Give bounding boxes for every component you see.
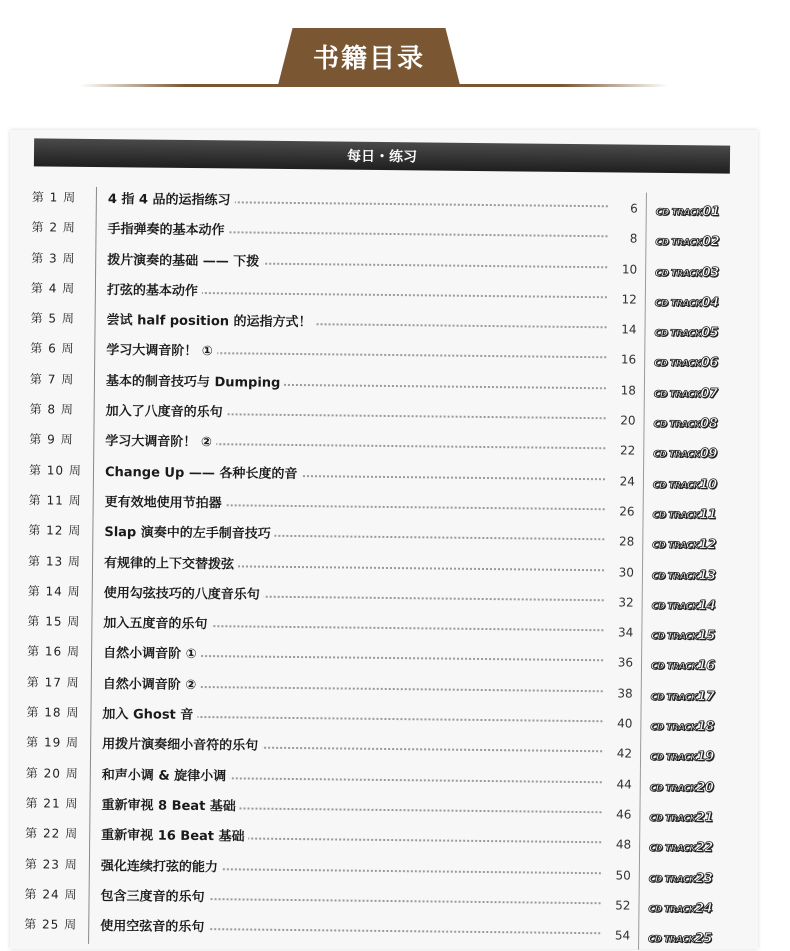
page-number: 14 bbox=[608, 322, 636, 336]
page-number: 34 bbox=[605, 625, 633, 639]
cd-track-label: CD TRACK bbox=[650, 692, 698, 703]
cd-track-label: CD TRACK bbox=[655, 207, 703, 219]
lesson-title[interactable]: 用拨片演奏细小音符的乐句 bbox=[102, 733, 262, 754]
column-divider bbox=[93, 460, 94, 490]
week-label: 第 11 周 bbox=[28, 493, 82, 508]
cd-track-badge bbox=[655, 295, 719, 311]
page-number: 42 bbox=[604, 747, 632, 761]
lesson-title[interactable]: 学习大调音阶！ ② bbox=[105, 430, 216, 450]
cd-track-number: 04 bbox=[701, 295, 719, 311]
contents-page bbox=[10, 130, 758, 949]
cd-track-label: CD TRACK bbox=[654, 298, 702, 310]
page-number: 48 bbox=[603, 837, 631, 851]
lesson-title[interactable]: 加入五度音的乐句 bbox=[103, 612, 211, 632]
week-label: 第 10 周 bbox=[28, 462, 83, 478]
page-number: 40 bbox=[604, 716, 632, 730]
cd-track-badge bbox=[651, 688, 715, 704]
column-divider bbox=[94, 369, 95, 399]
lesson-title[interactable]: 自然小调音阶 ① bbox=[103, 642, 201, 662]
cd-track-badge bbox=[653, 476, 717, 492]
cd-track-badge bbox=[649, 870, 713, 886]
week-label: 第 5 周 bbox=[30, 311, 75, 326]
column-divider bbox=[638, 920, 639, 950]
column-divider bbox=[89, 853, 90, 883]
cd-track-badge bbox=[656, 204, 720, 220]
cd-track-badge bbox=[648, 931, 712, 947]
lesson-title[interactable]: 手指弹奏的基本动作 bbox=[107, 218, 228, 238]
contents-banner: 每日・练习 bbox=[34, 138, 730, 173]
lesson-title[interactable]: 基本的制音技巧与 Dumping bbox=[106, 370, 285, 391]
lesson-title[interactable]: 重新审视 16 Beat 基础 bbox=[101, 824, 249, 845]
cd-track-badge bbox=[651, 658, 715, 674]
column-divider bbox=[92, 520, 93, 550]
cd-track-label: CD TRACK bbox=[649, 783, 697, 794]
week-label: 第 8 周 bbox=[29, 402, 74, 417]
cd-track-badge bbox=[652, 537, 716, 553]
cd-track-badge bbox=[652, 567, 716, 583]
column-divider bbox=[641, 617, 642, 647]
column-divider bbox=[640, 738, 641, 768]
lesson-title[interactable]: 学习大调音阶！ ① bbox=[106, 340, 217, 360]
lesson-title[interactable]: Change Up —— 各种长度的音 bbox=[105, 461, 302, 482]
page-number: 44 bbox=[604, 777, 632, 791]
week-label: 第 16 周 bbox=[27, 644, 81, 660]
column-divider bbox=[94, 308, 95, 338]
cd-track-badge bbox=[654, 386, 718, 402]
page-number: 32 bbox=[606, 595, 634, 609]
column-divider bbox=[95, 278, 96, 308]
cd-track-badge bbox=[653, 416, 717, 432]
lesson-title[interactable]: 更有效地使用节拍器 bbox=[105, 491, 226, 511]
page-number: 54 bbox=[602, 928, 630, 942]
cd-track-number: 19 bbox=[696, 749, 714, 765]
week-label: 第 9 周 bbox=[29, 432, 74, 448]
cd-track-label: CD TRACK bbox=[650, 662, 698, 673]
cd-track-number: 11 bbox=[699, 507, 717, 523]
column-divider bbox=[642, 586, 643, 616]
cd-track-label: CD TRACK bbox=[649, 813, 697, 825]
week-label: 第 4 周 bbox=[30, 281, 76, 296]
cd-track-number: 17 bbox=[697, 688, 715, 705]
column-divider bbox=[93, 490, 94, 520]
week-label: 第 2 周 bbox=[31, 220, 76, 235]
cd-track-number: 20 bbox=[696, 779, 714, 796]
cd-track-number: 09 bbox=[699, 446, 717, 462]
column-divider bbox=[644, 374, 645, 404]
column-divider bbox=[644, 344, 645, 374]
column-divider bbox=[642, 526, 643, 556]
cd-track-number: 14 bbox=[698, 598, 716, 614]
lesson-title[interactable]: 自然小调音阶 ② bbox=[103, 673, 201, 693]
cd-track-label: CD TRACK bbox=[648, 934, 695, 946]
column-divider bbox=[95, 247, 96, 277]
cd-track-number: 08 bbox=[700, 416, 718, 432]
cd-track-label: CD TRACK bbox=[652, 541, 699, 552]
column-divider bbox=[644, 314, 645, 344]
lesson-title[interactable]: 重新审视 8 Beat 基础 bbox=[101, 794, 240, 814]
cd-track-number: 12 bbox=[698, 537, 716, 553]
lesson-title[interactable]: 和声小调 & 旋律小调 bbox=[102, 764, 231, 784]
week-label: 第 1 周 bbox=[31, 190, 77, 205]
header-title: 书籍目录 bbox=[312, 44, 425, 74]
column-divider bbox=[640, 768, 641, 798]
cd-track-number: 07 bbox=[700, 386, 718, 402]
column-divider bbox=[643, 405, 644, 435]
page-number: 24 bbox=[607, 474, 635, 488]
week-label: 第 25 周 bbox=[24, 917, 78, 932]
cd-track-number: 01 bbox=[702, 204, 720, 220]
cd-track-label: CD TRACK bbox=[649, 753, 697, 764]
page-number: 28 bbox=[606, 535, 634, 549]
lesson-title[interactable]: 使用空弦音的乐句 bbox=[100, 915, 208, 935]
section-header bbox=[0, 0, 790, 100]
page-number: 12 bbox=[609, 292, 637, 306]
page-number: 20 bbox=[608, 413, 636, 427]
cd-track-label: CD TRACK bbox=[655, 268, 702, 279]
lesson-title[interactable]: 加入了八度音的乐句 bbox=[106, 400, 227, 420]
lesson-title[interactable]: 4 指 4 品的运指练习 bbox=[108, 188, 235, 208]
lesson-title[interactable]: 拨片演奏的基础 —— 下拨 bbox=[107, 249, 263, 270]
page-number: 50 bbox=[603, 868, 631, 882]
week-label: 第 23 周 bbox=[24, 856, 78, 872]
column-divider bbox=[90, 763, 91, 793]
lesson-title[interactable]: Slap 演奏中的左手制音技巧 bbox=[104, 521, 275, 542]
cd-track-label: CD TRACK bbox=[648, 874, 696, 885]
column-divider bbox=[640, 708, 641, 738]
cd-track-label: CD TRACK bbox=[650, 722, 697, 734]
column-divider bbox=[643, 465, 644, 495]
cd-track-badge bbox=[648, 901, 712, 917]
cd-track-badge bbox=[650, 779, 714, 795]
cd-track-number: 22 bbox=[695, 840, 713, 856]
column-divider bbox=[641, 647, 642, 677]
cd-track-badge bbox=[649, 810, 713, 826]
column-divider bbox=[642, 496, 643, 526]
cd-track-badge bbox=[655, 234, 719, 250]
cd-track-label: CD TRACK bbox=[654, 359, 701, 370]
week-label: 第 13 周 bbox=[28, 553, 82, 569]
page-number: 16 bbox=[608, 353, 636, 367]
column-divider bbox=[91, 672, 92, 702]
page-number: 26 bbox=[607, 504, 635, 518]
cd-track-label: CD TRACK bbox=[648, 904, 696, 916]
cd-track-label: CD TRACK bbox=[655, 238, 703, 249]
cd-track-badge bbox=[653, 507, 717, 523]
cd-track-number: 13 bbox=[698, 567, 716, 583]
week-label: 第 18 周 bbox=[26, 705, 80, 720]
week-label: 第 17 周 bbox=[26, 674, 80, 690]
lesson-title[interactable]: 打弦的基本动作 bbox=[107, 279, 202, 299]
column-divider bbox=[93, 399, 94, 429]
cd-track-number: 18 bbox=[696, 719, 715, 735]
page-number: 36 bbox=[605, 656, 633, 670]
column-divider bbox=[643, 435, 644, 465]
column-divider bbox=[89, 793, 90, 823]
cd-track-badge bbox=[652, 598, 716, 614]
cd-track-number: 15 bbox=[697, 628, 716, 644]
lesson-title[interactable]: 加入 Ghost 音 bbox=[102, 703, 197, 723]
cd-track-badge bbox=[654, 355, 718, 371]
column-divider bbox=[645, 253, 646, 283]
cd-track-label: CD TRACK bbox=[649, 843, 696, 855]
column-divider bbox=[96, 187, 97, 217]
column-divider bbox=[639, 859, 640, 889]
column-divider bbox=[88, 914, 89, 944]
column-divider bbox=[89, 823, 90, 853]
week-label: 第 24 周 bbox=[24, 887, 78, 902]
cd-track-number: 05 bbox=[700, 325, 719, 341]
page-number: 10 bbox=[609, 262, 637, 276]
cd-track-number: 03 bbox=[701, 264, 719, 281]
cd-track-label: CD TRACK bbox=[653, 389, 701, 401]
cd-track-label: CD TRACK bbox=[652, 480, 700, 491]
cd-track-badge bbox=[655, 264, 719, 280]
cd-track-number: 16 bbox=[697, 658, 715, 674]
cd-track-number: 02 bbox=[701, 234, 720, 250]
week-label: 第 6 周 bbox=[30, 341, 75, 357]
column-divider bbox=[646, 193, 647, 223]
column-divider bbox=[639, 829, 640, 859]
cd-track-number: 10 bbox=[699, 476, 717, 493]
page-number: 38 bbox=[605, 686, 633, 700]
lesson-title[interactable]: 有规律的上下交替拨弦 bbox=[104, 552, 238, 572]
week-label: 第 19 周 bbox=[26, 735, 80, 751]
cd-track-label: CD TRACK bbox=[653, 419, 701, 431]
week-label: 第 15 周 bbox=[27, 614, 81, 629]
week-label: 第 12 周 bbox=[28, 523, 82, 539]
contents-row[interactable] bbox=[2, 913, 750, 951]
cd-track-badge bbox=[650, 719, 714, 735]
cd-track-number: 25 bbox=[694, 931, 712, 947]
column-divider bbox=[95, 217, 96, 247]
week-label: 第 14 周 bbox=[27, 584, 81, 599]
cd-track-number: 24 bbox=[694, 901, 713, 917]
page-number: 22 bbox=[607, 444, 635, 458]
week-label: 第 7 周 bbox=[29, 372, 75, 387]
cd-track-badge bbox=[651, 628, 715, 644]
page-number: 6 bbox=[610, 201, 638, 215]
column-divider bbox=[94, 338, 95, 368]
cd-track-number: 06 bbox=[700, 355, 718, 371]
column-divider bbox=[91, 641, 92, 671]
cd-track-label: CD TRACK bbox=[654, 328, 702, 340]
column-divider bbox=[638, 889, 639, 919]
page-number: 46 bbox=[603, 807, 631, 821]
column-divider bbox=[88, 884, 89, 914]
column-divider bbox=[91, 611, 92, 641]
cd-track-number: 21 bbox=[695, 810, 714, 826]
cd-track-badge bbox=[649, 840, 713, 856]
cd-track-label: CD TRACK bbox=[651, 601, 699, 613]
column-divider bbox=[639, 799, 640, 829]
column-divider bbox=[93, 429, 94, 459]
column-divider bbox=[645, 284, 646, 314]
column-divider bbox=[642, 556, 643, 586]
week-label: 第 21 周 bbox=[25, 796, 79, 811]
cd-track-number: 23 bbox=[695, 870, 713, 886]
lesson-title[interactable]: 使用勾弦技巧的八度音乐句 bbox=[104, 582, 264, 603]
page-number: 52 bbox=[602, 898, 630, 912]
column-divider bbox=[645, 223, 646, 253]
contents-list bbox=[2, 186, 758, 951]
week-label: 第 22 周 bbox=[25, 826, 79, 841]
column-divider bbox=[92, 581, 93, 611]
lesson-title[interactable]: 尝试 half position 的运指方式！ bbox=[107, 309, 316, 330]
cd-track-badge bbox=[650, 749, 714, 765]
column-divider bbox=[90, 732, 91, 762]
cd-track-label: CD TRACK bbox=[653, 450, 700, 461]
week-label: 第 20 周 bbox=[25, 765, 79, 781]
week-label: 第 3 周 bbox=[31, 250, 76, 266]
lesson-title[interactable]: 包含三度音的乐句 bbox=[100, 885, 208, 905]
column-divider bbox=[90, 702, 91, 732]
cd-track-badge bbox=[654, 325, 718, 341]
column-divider bbox=[92, 550, 93, 580]
page-number: 18 bbox=[608, 383, 636, 397]
cd-track-label: CD TRACK bbox=[652, 510, 700, 522]
page-number: 8 bbox=[609, 232, 637, 246]
cd-track-label: CD TRACK bbox=[651, 631, 698, 643]
cd-track-badge bbox=[653, 446, 717, 462]
page-number: 30 bbox=[606, 565, 634, 579]
cd-track-label: CD TRACK bbox=[651, 571, 699, 582]
lesson-title[interactable]: 强化连续打弦的能力 bbox=[101, 855, 222, 875]
column-divider bbox=[641, 677, 642, 707]
